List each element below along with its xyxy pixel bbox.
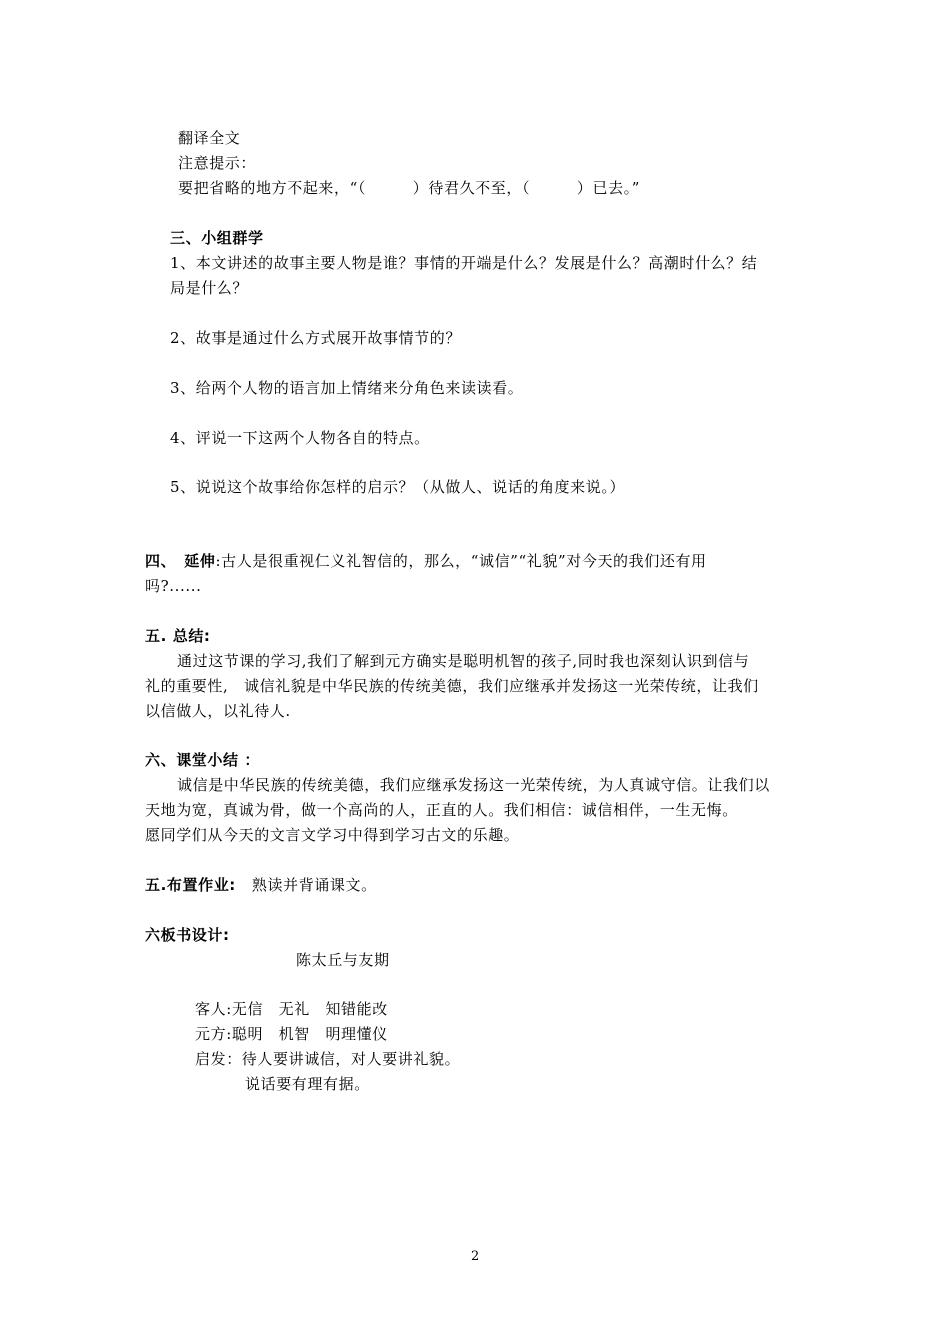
question-1-line-2: 局是什么？ — [170, 279, 249, 297]
homework-line — [145, 875, 377, 895]
homework-title: 五.布置作业: — [145, 876, 236, 894]
board-row-2: 元方:聪明 机智 明理懂仪 — [195, 1025, 388, 1043]
section-4-title: 四、 延伸 — [145, 552, 216, 570]
section-6-line-3: 愿同学们从今天的文言文学习中得到学习古文的乐趣。 — [145, 826, 520, 844]
question-2: 2、故事是通过什么方式展开故事情节的？ — [170, 329, 461, 347]
homework-text: 熟读并背诵课文。 — [251, 876, 377, 894]
board-row-4: 说话要有理有据。 — [245, 1075, 370, 1093]
board-row-3: 启发：待人要讲诚信，对人要讲礼貌。 — [195, 1050, 461, 1068]
question-4: 4、评说一下这两个人物各自的特点。 — [170, 429, 430, 447]
board-subtitle: 陈太丘与友期 — [296, 951, 390, 969]
section-5-line-1: 通过这节课的学习,我们了解到元方确实是聪明机智的孩子,同时我也深刻认识到信与 — [177, 652, 750, 670]
question-5: 5、说说这个故事给你怎样的启示？（从做人、说话的角度来说。） — [170, 478, 626, 496]
note-label: 注意提示： — [178, 154, 257, 172]
section-6-title: 六、课堂小结 ： — [145, 751, 261, 769]
question-1-line-1: 1、本文讲述的故事主要人物是谁？事情的开端是什么？发展是什么？高潮时什么？结 — [170, 254, 758, 272]
section-5-title: 五. 总结: — [145, 627, 211, 645]
section-5-line-3: 以信做人，以礼待人. — [145, 702, 291, 720]
page-number: 2 — [471, 1249, 480, 1264]
section-6-line-1: 诚信是中华民族的传统美德，我们应继承发扬这一光荣传统，为人真诚守信。让我们以 — [177, 776, 770, 794]
section-3-title: 三、小组群学 — [170, 229, 264, 247]
section-5-line-2: 礼的重要性, 诚信礼貌是中华民族的传统美德，我们应继承并发扬这一光荣传统，让我们 — [145, 677, 759, 695]
question-3: 3、给两个人物的语言加上情绪来分角色来读读看。 — [170, 379, 524, 397]
section-4-line-2: 吗?...... — [145, 577, 202, 595]
board-row-1: 客人:无信 无礼 知错能改 — [195, 1000, 388, 1018]
note-text: 要把省略的地方不起来，“（ ）待君久不至，（ ）已去。” — [178, 179, 641, 197]
section-6-line-2: 天地为宽，真诚为骨，做一个高尚的人，正直的人。我们相信：诚信相伴，一生无悔。 — [145, 801, 738, 819]
board-title: 六板书设计: — [145, 926, 230, 944]
translate-heading: 翻译全文 — [178, 129, 241, 147]
section-4-text: :古人是很重视仁义礼智信的，那么，“诚信”“礼貌”对今天的我们还有用 — [215, 552, 707, 570]
section-4-line-1 — [145, 551, 707, 571]
